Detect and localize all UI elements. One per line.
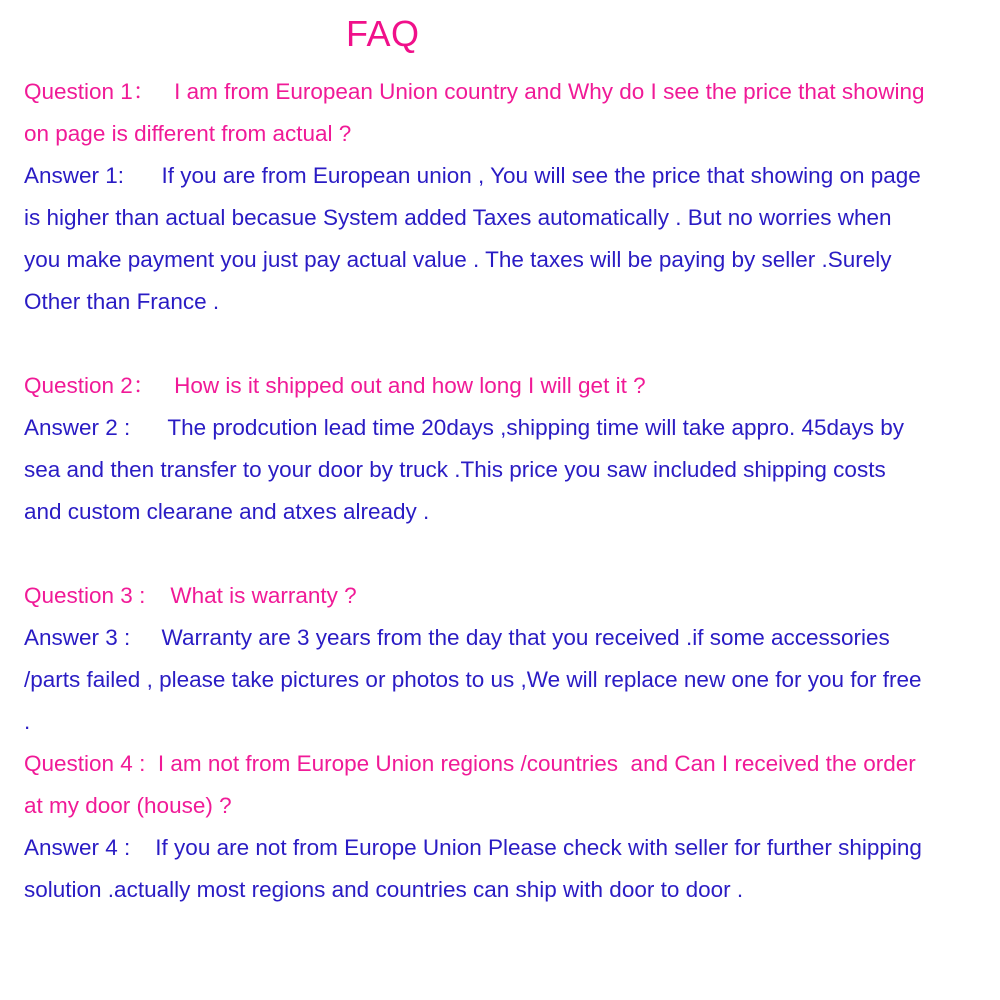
faq-item-3 xyxy=(24,575,1000,743)
faq-item-4 xyxy=(24,743,1000,911)
answer-2 xyxy=(24,407,1000,533)
answer-4-line-2: solution .actually most regions and countries can ship with door to door . xyxy=(24,877,744,902)
answer-1-line-4: Other than France . xyxy=(24,289,220,314)
question-3-line-1: Question 3 : What is warranty ? xyxy=(24,583,357,608)
faq-item-2 xyxy=(24,365,1000,533)
question-2 xyxy=(24,365,1000,407)
faq-list xyxy=(24,71,1000,911)
answer-1 xyxy=(24,155,1000,323)
answer-4 xyxy=(24,827,1000,911)
faq-item-1 xyxy=(24,71,1000,323)
answer-1-line-2: is higher than actual becasue System added Taxes automatically . But no worries when xyxy=(24,205,892,230)
question-4-line-2: at my door (house) ? xyxy=(24,793,232,818)
answer-1-line-3: you make payment you just pay actual value . The taxes will be paying by seller .Surely xyxy=(24,247,892,272)
answer-2-line-3: and custom clearane and atxes already . xyxy=(24,499,430,524)
question-1-line-2: on page is different from actual ? xyxy=(24,121,352,146)
question-4 xyxy=(24,743,1000,827)
answer-2-line-2: sea and then transfer to your door by truck .This price you saw included shipping costs xyxy=(24,457,886,482)
question-1 xyxy=(24,71,1000,155)
question-2-line-1: Question 2： How is it shipped out and how long I will get it ? xyxy=(24,373,646,398)
answer-3-line-1: Answer 3 : Warranty are 3 years from the day that you received .if some accessories xyxy=(24,625,890,650)
spacer xyxy=(24,323,1000,365)
page-title: FAQ xyxy=(346,13,420,54)
question-3 xyxy=(24,575,1000,617)
answer-3-line-2: /parts failed , please take pictures or photos to us ,We will replace new one for you for free xyxy=(24,667,922,692)
spacer xyxy=(24,533,1000,575)
answer-4-line-1: Answer 4 : If you are not from Europe Union Please check with seller for further shipping xyxy=(24,835,922,860)
answer-3-line-3: . xyxy=(24,709,31,734)
question-1-line-1: Question 1： I am from European Union country and Why do I see the price that showing xyxy=(24,79,925,104)
question-4-line-1: Question 4 : I am not from Europe Union regions /countries and Can I received the order xyxy=(24,751,916,776)
answer-2-line-1: Answer 2 : The prodcution lead time 20days ,shipping time will take appro. 45days by xyxy=(24,415,905,440)
answer-3 xyxy=(24,617,1000,743)
answer-1-line-1: Answer 1: If you are from European union , You will see the price that showing on page xyxy=(24,163,921,188)
